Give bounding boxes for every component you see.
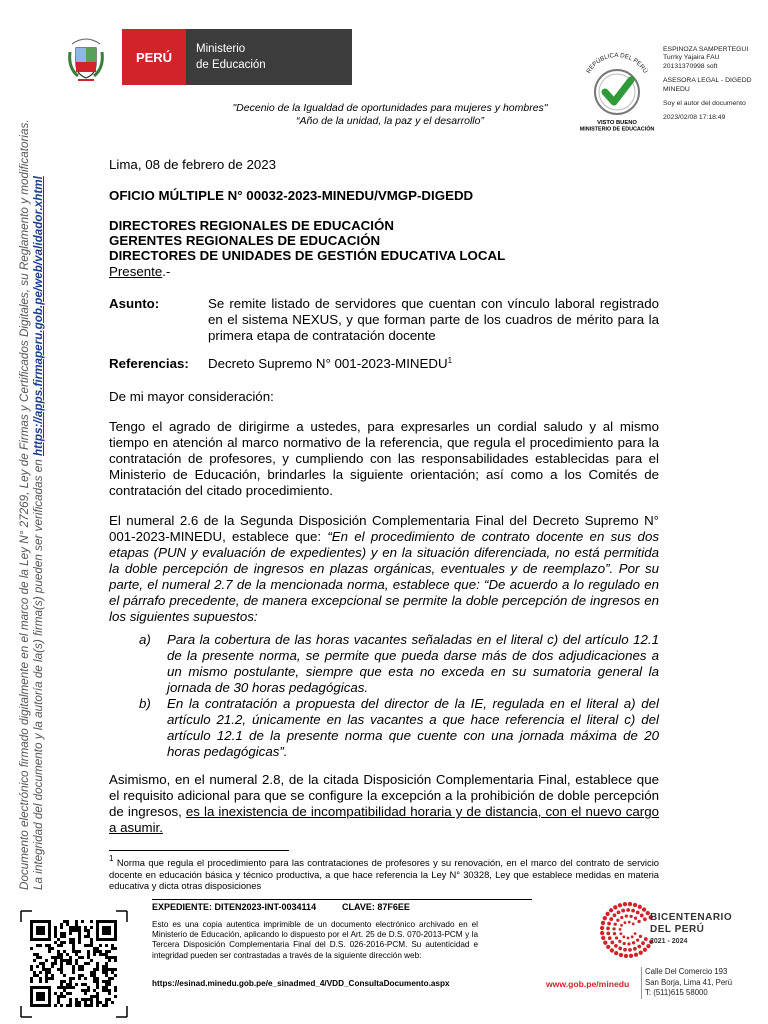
paragraph-3-underlined: es la inexistencia de incompatibilidad horaria y de distancia, con el nuevo cargo a asumir. <box>109 804 660 835</box>
visto-bueno-seal <box>574 50 660 134</box>
list-marker: b) <box>139 696 151 711</box>
asunto-label: Asunto: <box>109 296 160 311</box>
address-phone: T: (511)615 58000 <box>645 988 708 998</box>
referencias-label: Referencias: <box>109 356 189 371</box>
footnote-marker: 1 <box>109 854 114 863</box>
ministry-brand-box <box>186 29 352 85</box>
side-line-2-prefix: La integridad del documento y la autoría de la(s) firma(s) pueden ser verificadas en <box>32 459 45 890</box>
clave-code: CLAVE: 87F6EE <box>342 902 410 912</box>
side-line-2 <box>32 90 46 890</box>
recipient-2: GERENTES REGIONALES DE EDUCACIÓN <box>109 233 381 248</box>
list-item <box>139 696 659 760</box>
bicentenario-text <box>650 912 732 948</box>
seal-arc-text: REPÚBLICA DEL PERÚ <box>585 51 649 75</box>
bicentenario-years: 2021 - 2024 <box>650 938 688 945</box>
authenticity-note: Esto es una copia autentica imprimible de un documento electrónico archivado en el Ministerio de Educación, aplicando lo dispuesto por el Art. 25 de D.S. 070-2013-PCM y la Tercera Disposición Complementaria Final del D.S. 026-2016-PCM. Su autenticidad e integridad pueden ser contrastadas a través de la siguiente dirección web: <box>152 920 478 960</box>
recipient-3: DIRECTORES DE UNIDADES DE GESTIÓN EDUCATIVA LOCAL <box>109 248 506 263</box>
signer-org: MINEDU <box>663 85 690 93</box>
greeting: De mi mayor consideración: <box>109 389 274 404</box>
signer-ruc: 20131370998 soft <box>663 62 718 70</box>
recipient-1: DIRECTORES REGIONALES DE EDUCACIÓN <box>109 218 394 233</box>
list-marker: a) <box>139 632 151 647</box>
validator-link[interactable]: https://apps.firmaperu.gob.pe/web/validador.xhtml <box>32 176 45 457</box>
address-line-1: Calle Del Comercio 193 <box>645 967 728 976</box>
paragraph-2-quote-1: “En el procedimiento de contrato docente en sus dos etapas (PUN y evaluación de expedientes) y en la situación diferenciada, no está permitida la doble percepción de ingresos en plazas orgánicas, eventuales y de reemplazo” <box>109 529 659 576</box>
bicentenario-subtitle: DEL PERÚ <box>650 924 705 935</box>
signature-date: 2023/02/08 17:18:49 <box>663 114 726 122</box>
header-quotes <box>160 102 620 128</box>
signer-role: ASESORA LEGAL - DIGEDD <box>663 77 752 85</box>
signer-name: ESPINOZA SAMPERTEGUI <box>663 46 749 53</box>
asunto-text: Se remite listado de servidores que cuentan con vínculo laboral registrado en el sistema NEXUS, y que forman parte de los cuadros de mérito para la primera etapa de contratación docente <box>208 296 659 343</box>
seal-line-2: MINISTERIO DE EDUCACIÓN <box>579 126 655 133</box>
list-text: En la contratación a propuesta del director de la IE, regulada en el literal a) del artículo 21.2, únicamente en las vacantes a que hace referencia el literal c) del artículo 12.1 de la presente norma que cuente con una jornada máxima de 20 horas pedagógicas”. <box>167 696 659 759</box>
paragraph-1: Tengo el agrado de dirigirme a ustedes, para expresarles un cordial saludo y al mismo tiempo en atención al marco normativo de la referencia, que regula el procedimiento para la contratación de profesores, y cumpliendo con las responsabilidades establecidas para el Ministerio de Educación, brindarles la siguiente orientación; así como a los Comités de contratación del citado procedimiento. <box>109 419 659 498</box>
digital-signature-block <box>663 46 768 123</box>
peru-coat-of-arms-logo <box>66 30 106 84</box>
presente-word: Presente <box>109 264 163 279</box>
supuestos-list <box>139 632 659 760</box>
footnote <box>109 854 659 892</box>
paragraph-2 <box>109 513 659 625</box>
referencias-text <box>208 356 452 371</box>
paragraph-2-intro: El numeral 2.6 de la Segunda Disposición Complementaria Final del Decreto Supremo N° 001-2023-MINEDU, establece que: <box>109 513 659 544</box>
list-item <box>139 632 659 696</box>
footnote-ref: 1 <box>447 356 453 365</box>
signer-name-2: Turrky Yajaira FAU <box>663 54 720 62</box>
footnote-divider <box>109 850 289 851</box>
ministry-line-2: de Educación <box>196 59 266 71</box>
paragraph-2-middle: . Por su parte, el numeral 2.7 de la mencionada norma, establece que: <box>109 561 659 592</box>
seal-line-1: VISTO BUENO <box>597 120 637 126</box>
qr-code-icon[interactable] <box>20 910 128 1018</box>
signer-note: Soy el autor del documento <box>663 100 746 108</box>
visto-bueno-check-icon <box>574 50 660 134</box>
verification-url[interactable]: https://esinad.minedu.gob.pe/e_sinadmed_4/VDD_ConsultaDocumento.aspx <box>152 979 450 988</box>
address-line-2: San Borja, Lima 41, Perú <box>645 977 733 987</box>
expediente-line <box>152 899 532 912</box>
oficio-number: OFICIO MÚLTIPLE N° 00032-2023-MINEDU/VMGP-DIGEDD <box>109 188 474 203</box>
list-text: Para la cobertura de las horas vacantes señaladas en el literal c) del artículo 12.1 de la presente norma, se permite que pueda darse más de dos adjudicaciones a un mismo postulante, siempre que esta no exceda en su sumatoria general la jornada de 30 horas pedagógicas. <box>167 632 659 695</box>
expediente-number: EXPEDIENTE: DITEN2023-INT-0034114 <box>152 902 317 912</box>
bicentenario-title: BICENTENARIO <box>650 912 733 923</box>
letter-date: Lima, 08 de febrero de 2023 <box>109 157 277 172</box>
presente-line <box>109 264 659 280</box>
presente-suffix: .- <box>162 264 171 279</box>
referencias-value: Decreto Supremo N° 001-2023-MINEDU <box>208 356 448 371</box>
footnote-text: Norma que regula el procedimiento para las contrataciones de profesores y su renovación, en el marco del contrato de servicio docente en educación básica y técnico productiva, a que hace referencia la Ley N° 30328, Ley que establece medidas en materia educativa y dicta otras disposiciones <box>109 857 659 891</box>
side-line-1: Documento electrónico firmado digitalmente en el marco de la Ley N° 27269, Ley de Firmas y Certificados Digitales, su Reglamento y modificatorias. <box>18 119 31 890</box>
paragraph-3 <box>109 772 659 836</box>
year-quote: “Año de la unidad, la paz y el desarrollo” <box>296 115 484 127</box>
gob-pe-link[interactable]: www.gob.pe/minedu <box>546 979 630 989</box>
ministry-address <box>641 967 765 999</box>
ministry-line-1: Ministerio <box>196 43 246 55</box>
peru-brand-box <box>122 29 186 85</box>
paragraph-2-quote-2: “De acuerdo a lo regulado en el párrafo precedente, de manera excepcional se permite la doble percepción de ingresos en los siguientes supuestos: <box>109 577 659 624</box>
paragraph-3-text: Asimismo, en el numeral 2.8, de la citada Disposición Complementaria Final, establece que el requisito adicional para que se configure la excepción a la prohibición de doble percepción de ingresos, <box>109 772 659 819</box>
decade-quote: "Decenio de la Igualdad de oportunidades para mujeres y hombres" <box>232 102 548 114</box>
peru-label: PERÚ <box>135 49 173 65</box>
